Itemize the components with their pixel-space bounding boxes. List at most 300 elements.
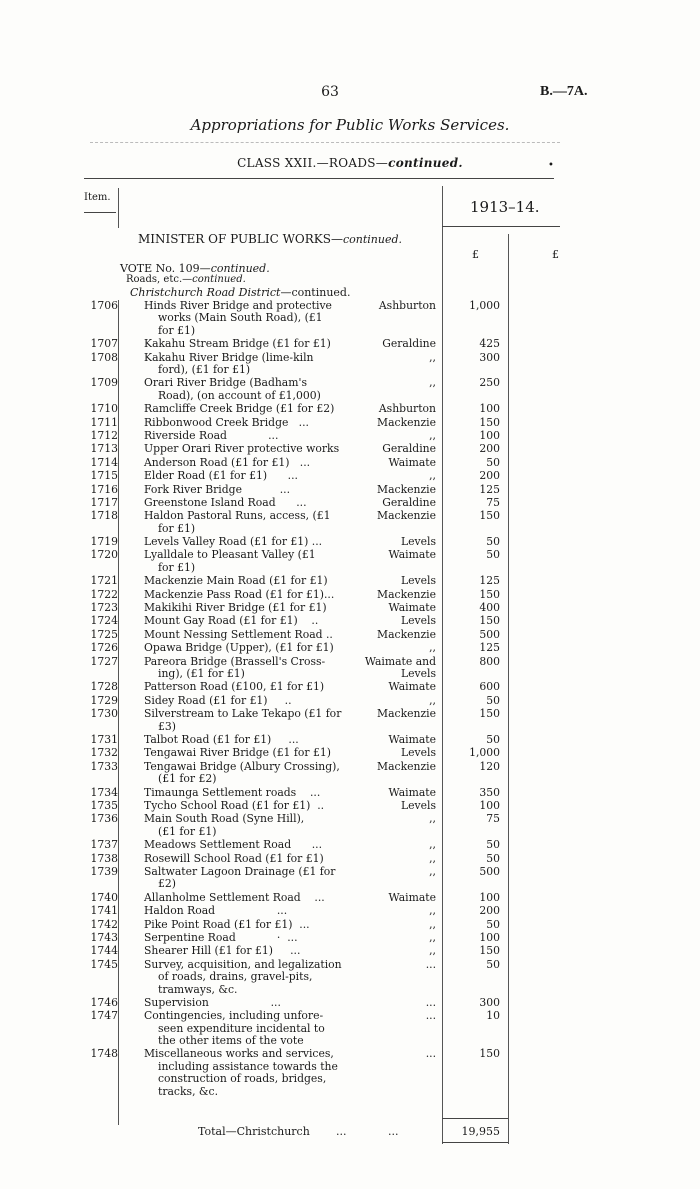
item-description xyxy=(144,589,354,601)
item-description xyxy=(144,761,354,786)
description-line: Ribbonwood Creek Bridge ... xyxy=(144,415,309,429)
district-name-line: Levels xyxy=(400,574,436,588)
item-description xyxy=(144,377,354,402)
description-line: Mackenzie Main Road (£1 for £1) xyxy=(144,574,328,588)
item-number: 1709 xyxy=(90,376,118,390)
description-line: £2) xyxy=(158,877,176,891)
district-name xyxy=(356,905,436,917)
item-description xyxy=(144,536,354,548)
district-name-line: ,, xyxy=(429,469,436,483)
item-number: 1708 xyxy=(90,350,118,364)
amount: 50 xyxy=(486,838,500,852)
table-row xyxy=(0,656,700,682)
item-description xyxy=(144,959,354,996)
minister-heading-prefix: MINISTER OF PUBLIC WORKS— xyxy=(138,232,343,246)
table-row xyxy=(0,681,700,694)
district-name xyxy=(356,813,436,825)
item-number: 1714 xyxy=(90,455,118,469)
vote-heading-prefix: VOTE No. 109— xyxy=(120,262,211,275)
district-name xyxy=(356,959,436,971)
district-name xyxy=(356,787,436,799)
amount: 100 xyxy=(479,428,500,442)
description-line: Haldon Road ... xyxy=(144,904,288,918)
description-line: Survey, acquisition, and legalization xyxy=(144,957,342,971)
district-name-line: Mackenzie xyxy=(377,415,436,429)
table-row xyxy=(0,377,700,403)
amount: 50 xyxy=(486,455,500,469)
description-line: Main South Road (Syne Hill), xyxy=(144,812,305,826)
table-row xyxy=(0,905,700,918)
description-line: Mount Nessing Settlement Road .. xyxy=(144,627,333,641)
table-row xyxy=(0,747,700,760)
amount: 150 xyxy=(479,707,500,721)
description-line: ford), (£1 for £1) xyxy=(158,362,251,376)
item-number: 1739 xyxy=(90,864,118,878)
item-description xyxy=(144,602,354,614)
description-line: Talbot Road (£1 for £1) ... xyxy=(144,733,299,746)
item-number: 1733 xyxy=(90,759,118,773)
district-name-line: ,, xyxy=(429,641,436,655)
item-description xyxy=(144,656,354,681)
item-description xyxy=(144,919,354,931)
item-number: 1748 xyxy=(90,1047,118,1061)
district-name-line: Waimate xyxy=(388,890,436,904)
roads-heading-prefix: Roads, etc.— xyxy=(126,274,193,285)
district-name xyxy=(356,945,436,957)
item-description xyxy=(144,417,354,429)
item-number: 1706 xyxy=(90,299,118,312)
item-number: 1713 xyxy=(90,442,118,456)
table-row xyxy=(0,839,700,852)
item-number: 1727 xyxy=(90,654,118,668)
item-description xyxy=(144,1048,354,1098)
description-line: Elder Road (£1 for £1) ... xyxy=(144,469,298,483)
item-number: 1716 xyxy=(90,482,118,496)
item-number: 1738 xyxy=(90,851,118,865)
district-name-line: ,, xyxy=(429,350,436,364)
district-name-line: Geraldine xyxy=(382,337,436,351)
amount: 200 xyxy=(479,904,500,918)
description-line: for £1) xyxy=(158,521,196,535)
item-number: 1732 xyxy=(90,746,118,760)
district-name xyxy=(356,839,436,851)
district-name xyxy=(356,642,436,654)
district-name xyxy=(356,629,436,641)
item-number: 1742 xyxy=(90,917,118,931)
amount: 50 xyxy=(486,693,500,707)
district-name xyxy=(356,536,436,548)
district-name xyxy=(356,708,436,720)
item-number: 1728 xyxy=(90,680,118,694)
description-line: (£1 for £1) xyxy=(158,824,217,838)
district-name-line: Waimate xyxy=(388,601,436,615)
total-rule-bottom xyxy=(442,1142,508,1143)
district-name-line: Levels xyxy=(400,798,436,812)
item-description xyxy=(144,681,354,693)
total-amount: 19,955 xyxy=(461,1125,500,1138)
amount: 150 xyxy=(479,614,500,628)
district-heading-prefix: Christchurch Road District xyxy=(130,286,281,299)
amount: 150 xyxy=(479,587,500,601)
amount: 100 xyxy=(479,890,500,904)
table-row xyxy=(0,536,700,549)
item-description xyxy=(144,892,354,904)
description-line: Hinds River Bridge and protective xyxy=(144,299,332,312)
table-row xyxy=(0,800,700,813)
district-name-line: ... xyxy=(425,1009,436,1023)
item-number: 1725 xyxy=(90,627,118,641)
description-line: Serpentine Road · ... xyxy=(144,930,298,944)
description-line: Haldon Pastoral Runs, access, (£1 xyxy=(144,509,331,523)
amount: 50 xyxy=(486,733,500,746)
item-description xyxy=(144,695,354,707)
table-row xyxy=(0,959,700,997)
district-name-line: ,, xyxy=(429,864,436,878)
district-name-line: Mackenzie xyxy=(377,587,436,601)
table-row xyxy=(0,602,700,615)
description-line: £3) xyxy=(158,719,176,733)
amount: 50 xyxy=(486,917,500,931)
class-heading xyxy=(0,156,700,170)
item-number: 1736 xyxy=(90,812,118,826)
description-line: Pike Point Road (£1 for £1) ... xyxy=(144,917,310,931)
amount: 75 xyxy=(486,812,500,826)
item-description xyxy=(144,1010,354,1047)
district-name xyxy=(356,602,436,614)
district-name-line: Waimate and xyxy=(364,654,436,668)
district-name-line: ,, xyxy=(429,838,436,852)
amount: 125 xyxy=(479,641,500,655)
amount: 150 xyxy=(479,1047,500,1061)
table-row xyxy=(0,403,700,416)
item-number: 1707 xyxy=(90,337,118,351)
item-number: 1711 xyxy=(90,415,118,429)
amount: 200 xyxy=(479,442,500,456)
item-number: 1744 xyxy=(90,944,118,958)
district-name xyxy=(356,1048,436,1060)
description-line: Makikihi River Bridge (£1 for £1) xyxy=(144,601,327,615)
description-line: for £1) xyxy=(158,560,196,574)
district-name xyxy=(356,589,436,601)
table-row xyxy=(0,300,700,338)
item-number: 1715 xyxy=(90,469,118,483)
item-head-underline xyxy=(84,212,116,213)
district-name xyxy=(356,338,436,350)
amount: 1,000 xyxy=(469,746,500,760)
table-row xyxy=(0,708,700,734)
year-head-underline xyxy=(442,226,560,227)
district-name xyxy=(356,1010,436,1022)
district-name-line: Waimate xyxy=(388,785,436,799)
district-name-line: ,, xyxy=(429,693,436,707)
table-row xyxy=(0,1010,700,1048)
table-row xyxy=(0,997,700,1010)
district-name xyxy=(356,403,436,415)
table-top-rule xyxy=(84,178,554,179)
item-number: 1729 xyxy=(90,693,118,707)
district-name-line: ,, xyxy=(429,812,436,826)
page-number: 63 xyxy=(321,84,339,100)
amount: 50 xyxy=(486,548,500,562)
item-number: 1720 xyxy=(90,548,118,562)
amount: 150 xyxy=(479,509,500,523)
table-row xyxy=(0,338,700,351)
description-line: Riverside Road ... xyxy=(144,428,279,442)
description-line: ing), (£1 for £1) xyxy=(158,667,245,681)
description-line: Saltwater Lagoon Drainage (£1 for xyxy=(144,864,336,878)
table-row xyxy=(0,589,700,602)
district-name xyxy=(356,497,436,509)
district-name-line: Geraldine xyxy=(382,442,436,456)
item-number: 1737 xyxy=(90,838,118,852)
district-name xyxy=(356,430,436,442)
table-row xyxy=(0,443,700,456)
roads-heading xyxy=(126,274,246,285)
description-line: of roads, drains, gravel-pits, xyxy=(158,970,313,984)
amount: 350 xyxy=(479,785,500,799)
table-row xyxy=(0,497,700,510)
district-name-line: Levels xyxy=(400,667,436,681)
table-row xyxy=(0,919,700,932)
item-number: 1719 xyxy=(90,535,118,549)
item-description xyxy=(144,430,354,442)
item-description xyxy=(144,997,354,1009)
item-number: 1721 xyxy=(90,574,118,588)
item-description xyxy=(144,352,354,377)
item-description xyxy=(144,510,354,535)
district-name xyxy=(356,866,436,878)
district-name xyxy=(356,575,436,587)
district-name xyxy=(356,919,436,931)
appropriation-rows xyxy=(0,300,700,1099)
table-row xyxy=(0,932,700,945)
district-name xyxy=(356,549,436,561)
description-line: Anderson Road (£1 for £1) ... xyxy=(144,455,311,469)
item-description xyxy=(144,839,354,851)
item-description xyxy=(144,443,354,455)
amount: 150 xyxy=(479,415,500,429)
description-line: (£1 for £2) xyxy=(158,772,217,786)
amount: 800 xyxy=(479,654,500,668)
page-title: Appropriations for Public Works Services. xyxy=(190,116,510,134)
item-number: 1747 xyxy=(90,1009,118,1023)
total-label: Total—Christchurch xyxy=(198,1125,310,1138)
district-name xyxy=(356,656,436,681)
district-name-line: Waimate xyxy=(388,548,436,562)
item-description xyxy=(144,615,354,627)
district-name-line: Waimate xyxy=(388,455,436,469)
table-row xyxy=(0,695,700,708)
item-description xyxy=(144,932,354,944)
table-row xyxy=(0,853,700,866)
item-description xyxy=(144,787,354,799)
description-line: seen expenditure incidental to xyxy=(158,1021,325,1035)
district-name-line: Levels xyxy=(400,614,436,628)
amount: 250 xyxy=(479,376,500,390)
district-name-line: ... xyxy=(425,995,436,1009)
table-row xyxy=(0,470,700,483)
district-name xyxy=(356,853,436,865)
district-name-line: Ashburton xyxy=(378,402,436,416)
class-heading-suffix: continued. xyxy=(388,156,463,170)
district-name-line: Waimate xyxy=(388,733,436,746)
description-line: Road), (on account of £1,000) xyxy=(158,388,321,402)
district-heading-suffix: —continued. xyxy=(280,286,351,299)
item-description xyxy=(144,945,354,957)
item-column-header: Item. xyxy=(84,192,111,203)
item-number: 1724 xyxy=(90,614,118,628)
description-line: Patterson Road (£100, £1 for £1) xyxy=(144,680,325,694)
item-description xyxy=(144,549,354,574)
item-number: 1741 xyxy=(90,904,118,918)
description-line: Mackenzie Pass Road (£1 for £1)... xyxy=(144,587,335,601)
amount: 600 xyxy=(479,680,500,694)
total-leader-2: ... xyxy=(388,1125,399,1138)
district-name xyxy=(356,681,436,693)
amount: 75 xyxy=(486,495,500,509)
table-row xyxy=(0,866,700,892)
district-name-line: Mackenzie xyxy=(377,759,436,773)
description-line: works (Main South Road), (£1 xyxy=(158,311,323,325)
district-name-line: ,, xyxy=(429,428,436,442)
description-line: Pareora Bridge (Brassell's Cross- xyxy=(144,654,326,668)
description-line: Rosewill School Road (£1 for £1) xyxy=(144,851,324,865)
district-name-line: ... xyxy=(425,1047,436,1061)
district-name xyxy=(356,761,436,773)
description-line: tramways, &c. xyxy=(158,982,238,996)
table-row xyxy=(0,457,700,470)
title-divider xyxy=(90,142,560,143)
amount: 500 xyxy=(479,864,500,878)
district-name xyxy=(356,997,436,1009)
amount: 50 xyxy=(486,851,500,865)
item-number: 1712 xyxy=(90,428,118,442)
district-name-line: Mackenzie xyxy=(377,707,436,721)
district-name-line: Waimate xyxy=(388,680,436,694)
item-description xyxy=(144,853,354,865)
item-description xyxy=(144,629,354,641)
item-number: 1723 xyxy=(90,601,118,615)
item-number: 1717 xyxy=(90,495,118,509)
district-name xyxy=(356,484,436,496)
district-name xyxy=(356,695,436,707)
district-name xyxy=(356,510,436,522)
description-line: Tycho School Road (£1 for £1) .. xyxy=(144,798,325,812)
district-name xyxy=(356,615,436,627)
description-line: including assistance towards the xyxy=(158,1059,338,1073)
description-line: Silverstream to Lake Tekapo (£1 for xyxy=(144,707,342,721)
item-description xyxy=(144,866,354,891)
amount: 300 xyxy=(479,995,500,1009)
amount: 100 xyxy=(479,930,500,944)
total-leader-1: ... xyxy=(336,1125,347,1138)
district-name-line: Geraldine xyxy=(382,495,436,509)
minister-heading xyxy=(138,232,402,246)
description-line: Timaunga Settlement roads ... xyxy=(144,785,321,799)
table-row xyxy=(0,430,700,443)
table-row xyxy=(0,484,700,497)
description-line: for £1) xyxy=(158,323,196,337)
district-name-line: Levels xyxy=(400,535,436,549)
description-line: tracks, &c. xyxy=(158,1084,219,1098)
district-name-line: Ashburton xyxy=(378,299,436,312)
amount: 150 xyxy=(479,944,500,958)
table-row xyxy=(0,761,700,787)
item-description xyxy=(144,642,354,654)
description-line: Mount Gay Road (£1 for £1) .. xyxy=(144,614,319,628)
amount: 10 xyxy=(486,1009,500,1023)
pound-unit-1: £ xyxy=(472,248,479,261)
district-name-line: ,, xyxy=(429,917,436,931)
description-line: Ramcliffe Creek Bridge (£1 for £2) xyxy=(144,402,335,416)
district-name-line: ,, xyxy=(429,376,436,390)
table-row xyxy=(0,417,700,430)
description-line: Orari River Bridge (Badham's xyxy=(144,376,307,390)
table-row xyxy=(0,510,700,536)
amount: 120 xyxy=(479,759,500,773)
description-line: Contingencies, including unfore- xyxy=(144,1009,324,1023)
item-description xyxy=(144,734,354,746)
amount: 200 xyxy=(479,469,500,483)
amount: 425 xyxy=(479,337,500,351)
item-column-divider xyxy=(118,188,119,228)
item-description xyxy=(144,575,354,587)
item-description xyxy=(144,484,354,496)
item-number: 1746 xyxy=(90,995,118,1009)
district-name-line: ,, xyxy=(429,851,436,865)
amount: 50 xyxy=(486,957,500,971)
item-number: 1745 xyxy=(90,957,118,971)
description-line: Meadows Settlement Road ... xyxy=(144,838,323,852)
vote-heading-suffix: continued. xyxy=(210,262,270,275)
district-name xyxy=(356,417,436,429)
district-name xyxy=(356,892,436,904)
district-name-line: ,, xyxy=(429,944,436,958)
description-line: Kakahu River Bridge (lime-kiln xyxy=(144,350,314,364)
item-number: 1743 xyxy=(90,930,118,944)
district-name-line: ... xyxy=(425,957,436,971)
item-number: 1726 xyxy=(90,641,118,655)
district-name xyxy=(356,352,436,364)
table-row xyxy=(0,615,700,628)
description-line: Allanholme Settlement Road ... xyxy=(144,890,325,904)
district-name xyxy=(356,470,436,482)
district-name-line: Mackenzie xyxy=(377,627,436,641)
table-row xyxy=(0,1048,700,1099)
item-description xyxy=(144,470,354,482)
table-row xyxy=(0,813,700,839)
district-name xyxy=(356,300,436,312)
item-description xyxy=(144,457,354,469)
table-row xyxy=(0,892,700,905)
district-name-line: Mackenzie xyxy=(377,509,436,523)
stray-mark: • xyxy=(548,160,554,171)
item-number: 1734 xyxy=(90,785,118,799)
minister-heading-suffix: continued. xyxy=(342,233,403,246)
description-line: Levels Valley Road (£1 for £1) ... xyxy=(144,535,323,549)
amount: 400 xyxy=(479,601,500,615)
amount: 50 xyxy=(486,535,500,549)
table-row xyxy=(0,629,700,642)
amount: 500 xyxy=(479,627,500,641)
description-line: construction of roads, bridges, xyxy=(158,1072,327,1086)
description-line: Upper Orari River protective works xyxy=(144,442,340,456)
amount: 1,000 xyxy=(469,299,500,312)
item-description xyxy=(144,800,354,812)
district-name-line: ,, xyxy=(429,930,436,944)
table-row xyxy=(0,352,700,378)
amount: 100 xyxy=(479,798,500,812)
